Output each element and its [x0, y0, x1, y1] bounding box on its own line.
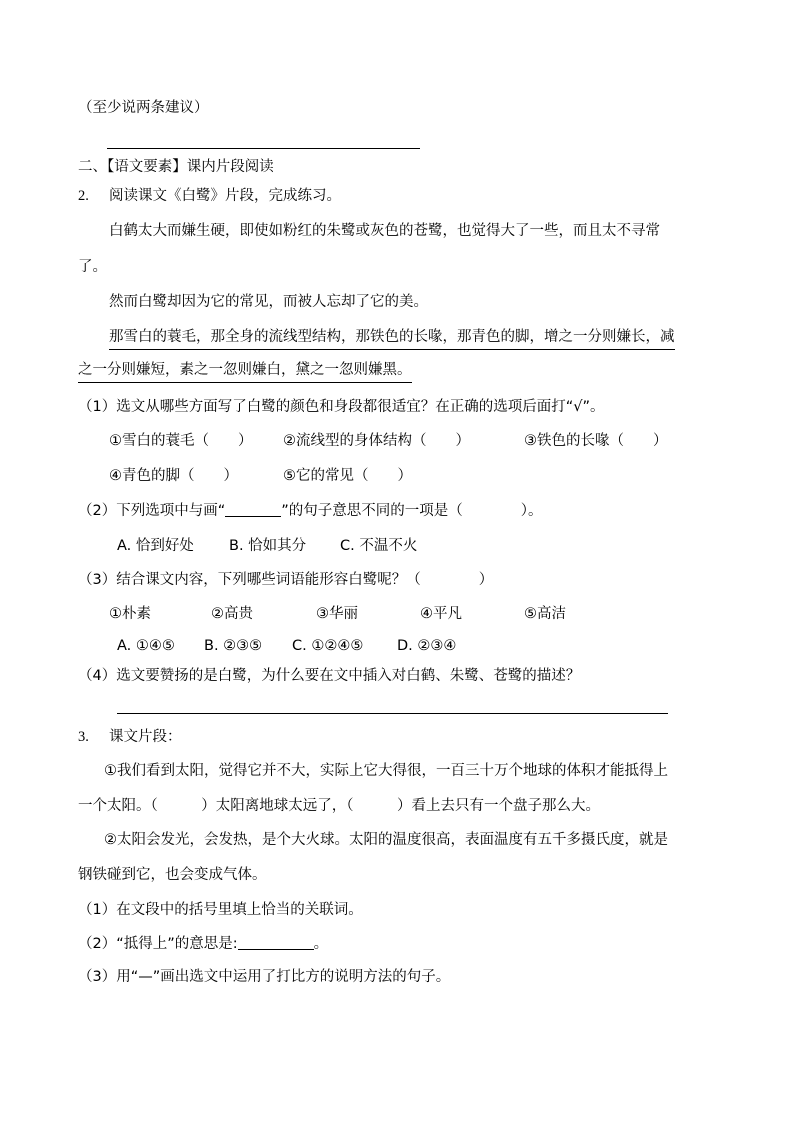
- answer-blank[interactable]: [238, 935, 314, 950]
- underlined-sentence: 那雪白的蓑毛，那全身的流线型结构，那铁色的长喙，那青色的脚，增之一分则嫌长，减: [109, 327, 675, 350]
- word-option: ⑤高洁: [524, 606, 566, 622]
- option-5[interactable]: ⑤它的常见（ ）: [283, 468, 412, 484]
- word-option: ③华丽: [316, 606, 358, 622]
- sub-question-2-text: （2）下列选项中与画“: [78, 503, 226, 519]
- passage-line: 白鹤太大而嫌生硬，即使如粉红的朱鹭或灰色的苍鹭，也觉得大了一些，而且太不寻常: [109, 223, 660, 239]
- passage-line: 然而白鹭却因为它的常见，而被人忘却了它的美。: [109, 294, 428, 310]
- underline-sample: [225, 502, 281, 517]
- option-2[interactable]: ②流线型的身体结构（ ）: [283, 433, 470, 449]
- option-c[interactable]: C. 不温不火: [340, 538, 418, 554]
- passage-line: 钢铁碰到它，也会变成气体。: [78, 867, 267, 883]
- passage-line: ①我们看到太阳，觉得它并不大，实际上它大得很，一百三十万个地球的体积才能抵得上: [104, 763, 668, 779]
- word-option: ①朴素: [109, 606, 151, 622]
- option-b[interactable]: B. 恰如其分: [229, 538, 307, 554]
- answer-line[interactable]: [107, 148, 420, 149]
- sub-question-2: [78, 501, 543, 521]
- word-option: ④平凡: [420, 606, 462, 622]
- sub-question-2-text: （2）“抵得上”的意思是:: [78, 936, 238, 952]
- option-d[interactable]: D. ②③④: [397, 638, 457, 654]
- sub-question-3: （3）用“—”画出选文中运用了打比方的说明方法的句子。: [78, 969, 451, 985]
- answer-line[interactable]: [117, 713, 668, 714]
- question-number: 2.: [78, 188, 89, 204]
- option-b[interactable]: B. ②③⑤: [204, 638, 263, 654]
- option-c[interactable]: C. ①②④⑤: [292, 638, 364, 654]
- sub-question-1: （1）在文段中的括号里填上恰当的关联词。: [78, 902, 363, 918]
- sub-question-4: （4）选文要赞扬的是白鹭，为什么要在文中插入对白鹤、朱鹭、苍鹭的描述？: [78, 668, 581, 684]
- underlined-sentence: 之一分则嫌短，素之一忽则嫌白，黛之一忽则嫌黑。: [78, 360, 412, 383]
- passage-line: 了。: [78, 259, 107, 275]
- question-number: 3.: [78, 729, 89, 745]
- word-option: ②高贵: [211, 606, 253, 622]
- sub-question-2-text: 。: [313, 936, 329, 952]
- sub-question-1: （1）选文从哪些方面写了白鹭的颜色和身段都很适宜？在正确的选项后面打“√”。: [78, 399, 605, 415]
- option-1[interactable]: ①雪白的蓑毛（ ）: [109, 433, 253, 449]
- option-3[interactable]: ③铁色的长喙（ ）: [524, 433, 668, 449]
- option-a[interactable]: A. 恰到好处: [117, 538, 194, 554]
- section-title: 二、【语文要素】课内片段阅读: [78, 159, 274, 175]
- sub-question-2-text: ”的句子意思不同的一项是（ ）。: [281, 503, 543, 519]
- question-prompt: 课文片段：: [109, 729, 182, 745]
- option-4[interactable]: ④青色的脚（ ）: [109, 468, 238, 484]
- question-prompt: 阅读课文《白鹭》片段，完成练习。: [109, 188, 341, 204]
- sub-question-2: [78, 934, 328, 954]
- suggestion-note: （至少说两条建议）: [78, 100, 209, 116]
- passage-line: ②太阳会发光，会发热，是个大火球。太阳的温度很高，表面温度有五千多摄氏度，就是: [104, 832, 668, 848]
- option-a[interactable]: A. ①④⑤: [117, 638, 175, 654]
- sub-question-3: （3）结合课文内容，下列哪些词语能形容白鹭呢？（ ）: [78, 572, 494, 588]
- passage-line: 一个太阳。（ ）太阳离地球太远了，（ ）看上去只有一个盘子那么大。: [78, 798, 600, 814]
